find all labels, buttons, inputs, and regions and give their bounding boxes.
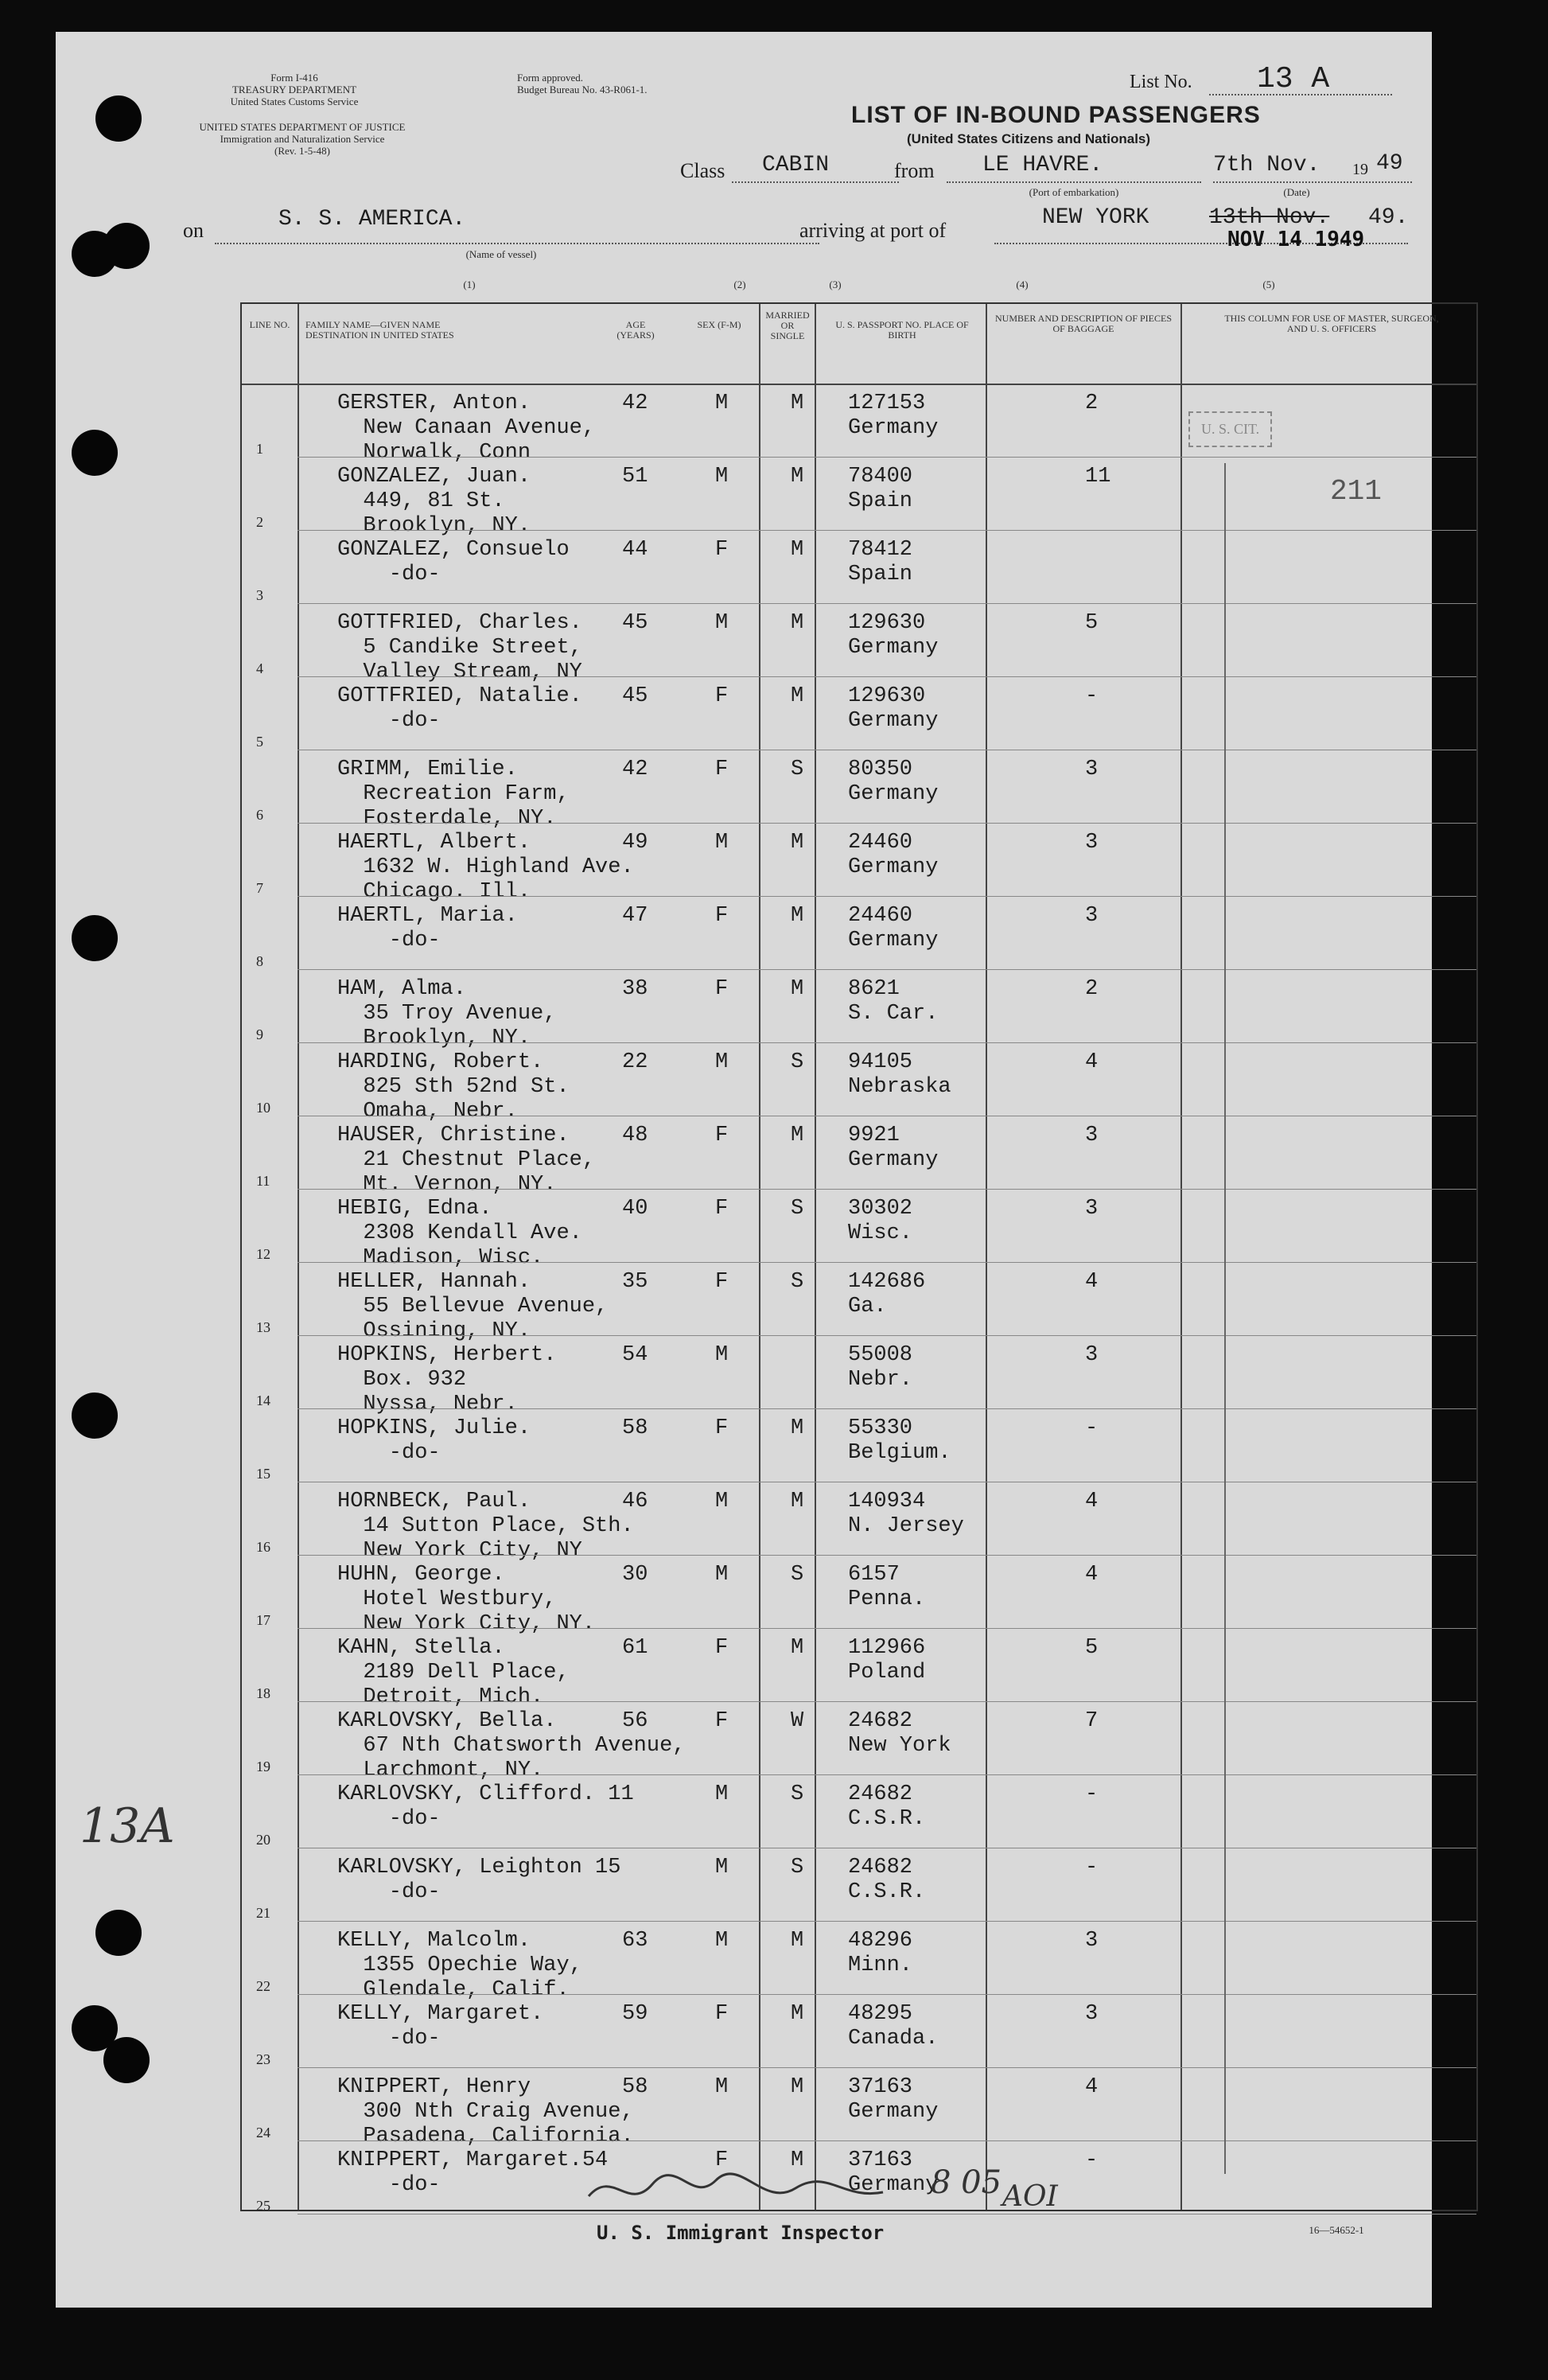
passport-birthplace-cell: 55008 Nebr. <box>848 1343 913 1392</box>
line-number: 18 <box>256 1685 270 1701</box>
age-cell: 48 <box>622 1124 648 1147</box>
binder-hole <box>95 95 142 142</box>
binder-hole <box>95 1910 142 1956</box>
department: TREASURY DEPARTMENT <box>231 84 357 95</box>
vessel-caption: (Name of vessel) <box>465 248 537 260</box>
sex-cell: F <box>715 2002 729 2026</box>
passport-birthplace-cell: 78400 Spain <box>848 465 913 513</box>
table-body <box>242 384 1476 2214</box>
sex-cell: F <box>715 2148 729 2172</box>
line-number: 10 <box>256 1100 270 1116</box>
on-label: on <box>183 219 204 242</box>
table-row <box>242 1343 1476 1416</box>
inspector-signature <box>581 2164 899 2220</box>
line-number: 21 <box>256 1905 270 1921</box>
marital-status-cell: M <box>791 1124 804 1147</box>
baggage-cell: 3 <box>1085 904 1099 928</box>
baggage-cell: - <box>1085 1782 1099 1806</box>
passport-birthplace-cell: 78412 Spain <box>848 538 913 586</box>
margin-note: 13A <box>80 1798 175 1854</box>
sex-cell: F <box>715 1416 729 1440</box>
row-rule <box>298 1555 1476 1556</box>
table-row <box>242 1929 1476 2002</box>
table-row <box>242 1782 1476 1856</box>
passport-birthplace-cell: 24682 New York <box>848 1709 951 1758</box>
age-cell: 38 <box>622 977 648 1001</box>
age-cell: 45 <box>622 684 648 708</box>
passenger-name-destination: HAM, Alma. 35 Troy Avenue, Brooklyn, NY. <box>337 977 557 1050</box>
passport-birthplace-cell: 6157 Penna. <box>848 1563 926 1611</box>
col-header-married: MARRIED OR SINGLE <box>765 310 810 341</box>
baggage-cell: 3 <box>1085 758 1099 781</box>
age-cell: 42 <box>622 391 648 415</box>
baggage-cell: 4 <box>1085 1490 1099 1513</box>
age-cell: 45 <box>622 611 648 635</box>
form-header-justice <box>183 121 422 157</box>
line-number: 20 <box>256 1832 270 1848</box>
passport-birthplace-cell: 8621 S. Car. <box>848 977 939 1026</box>
marital-status-cell: S <box>791 1050 804 1074</box>
marital-status-cell: M <box>791 1636 804 1660</box>
passport-birthplace-cell: 37163 Germany <box>848 2148 939 2197</box>
baggage-cell: 3 <box>1085 1197 1099 1221</box>
sex-cell: M <box>715 2075 729 2099</box>
marital-status-cell: S <box>791 758 804 781</box>
passenger-name-destination: HAERTL, Maria. -do- <box>337 904 518 952</box>
list-no-label: List No. <box>1130 72 1192 92</box>
departure-year: 49 <box>1376 151 1403 176</box>
baggage-cell: 3 <box>1085 1929 1099 1953</box>
age-cell: 58 <box>622 2075 648 2099</box>
age-cell: 51 <box>622 465 648 489</box>
table-row <box>242 1050 1476 1124</box>
col-header-officers: THIS COLUMN FOR USE OF MASTER, SURGEON, AND U. S. OFFICERS <box>1224 313 1439 334</box>
passenger-name-destination: HAERTL, Albert. 1632 W. Highland Ave. Chicago. Ill. <box>337 831 634 904</box>
from-label: from <box>894 159 935 182</box>
from-value: LE HAVRE. <box>982 153 1103 177</box>
passport-birthplace-cell: 30302 Wisc. <box>848 1197 913 1245</box>
port-caption: (Port of embarkation) <box>1029 186 1119 198</box>
table-row <box>242 1197 1476 1270</box>
passport-birthplace-cell: 80350 Germany <box>848 758 939 806</box>
line-number: 1 <box>256 441 263 457</box>
baggage-cell: - <box>1085 2148 1099 2172</box>
baggage-cell: 3 <box>1085 1124 1099 1147</box>
marital-status-cell: M <box>791 1929 804 1953</box>
age-cell: 30 <box>622 1563 648 1587</box>
sex-cell: M <box>715 465 729 489</box>
row-rule <box>298 1189 1476 1190</box>
form-header-left <box>183 72 406 107</box>
line-number: 11 <box>256 1173 270 1189</box>
passenger-name-destination: GOTTFRIED, Natalie. -do- <box>337 684 582 733</box>
passenger-name-destination: HELLER, Hannah. 55 Bellevue Avenue, Ossining, NY. <box>337 1270 609 1343</box>
line-number: 3 <box>256 587 263 603</box>
age-cell: 54 <box>622 1343 648 1367</box>
sex-cell: F <box>715 904 729 928</box>
vessel-name: S. S. AMERICA. <box>278 207 466 232</box>
passport-birthplace-cell: 24682 C.S.R. <box>848 1856 926 1904</box>
class-underline <box>732 181 899 183</box>
marital-status-cell: M <box>791 2075 804 2099</box>
marital-status-cell: S <box>791 1856 804 1879</box>
table-row <box>242 1856 1476 1929</box>
age-cell: 63 <box>622 1929 648 1953</box>
agency: United States Customs Service <box>230 95 359 107</box>
passport-birthplace-cell: 48295 Canada. <box>848 2002 939 2051</box>
sex-cell: M <box>715 391 729 415</box>
baggage-cell: 3 <box>1085 1343 1099 1367</box>
col-header-passport: U. S. PASSPORT NO. PLACE OF BIRTH <box>835 319 969 341</box>
col-num-5: (5) <box>1262 279 1275 290</box>
row-rule <box>298 603 1476 604</box>
age-cell: 56 <box>622 1709 648 1733</box>
marital-status-cell: M <box>791 465 804 489</box>
line-number: 9 <box>256 1026 263 1042</box>
table-row <box>242 391 1476 465</box>
passenger-name-destination: KARLOVSKY, Leighton 15 -do- <box>337 1856 621 1904</box>
row-rule <box>298 1994 1476 1995</box>
table-row <box>242 1709 1476 1782</box>
table-row <box>242 1636 1476 1709</box>
sex-cell: M <box>715 1563 729 1587</box>
passenger-name-destination: HUHN, George. Hotel Westbury, New York City, NY. <box>337 1563 596 1636</box>
line-number: 25 <box>256 2198 270 2214</box>
sex-cell: F <box>715 1270 729 1294</box>
line-number: 22 <box>256 1978 270 1994</box>
passport-birthplace-cell: 37163 Germany <box>848 2075 939 2124</box>
table-row <box>242 1416 1476 1490</box>
revision: (Rev. 1-5-48) <box>274 145 330 157</box>
table-row <box>242 831 1476 904</box>
row-rule <box>298 1408 1476 1409</box>
baggage-cell: 2 <box>1085 391 1099 415</box>
inspector-time: 8 05 <box>931 2164 1002 2201</box>
passenger-name-destination: KARLOVSKY, Clifford. 11 -do- <box>337 1782 634 1831</box>
page-count: 211 <box>1330 475 1382 508</box>
sex-cell: M <box>715 611 729 635</box>
row-rule <box>298 1774 1476 1775</box>
age-cell: 47 <box>622 904 648 928</box>
arrival-year-struck: 49. <box>1368 205 1409 230</box>
agency-ins: Immigration and Naturalization Service <box>220 133 385 145</box>
passport-birthplace-cell: 24460 Germany <box>848 904 939 952</box>
age-cell: 42 <box>622 758 648 781</box>
col-num-2: (2) <box>733 279 746 290</box>
table-row <box>242 2002 1476 2075</box>
passenger-name-destination: HOPKINS, Herbert. Box. 932 Nyssa, Nebr. <box>337 1343 557 1416</box>
baggage-cell: 4 <box>1085 1270 1099 1294</box>
sex-cell: F <box>715 1197 729 1221</box>
list-no-value: 13 A <box>1257 62 1330 96</box>
passenger-name-destination: HEBIG, Edna. 2308 Kendall Ave. Madison, Wisc. <box>337 1197 582 1270</box>
passenger-name-destination: GRIMM, Emilie. Recreation Farm, Fosterdale, NY. <box>337 758 570 831</box>
row-rule <box>298 1262 1476 1263</box>
sex-cell: F <box>715 684 729 708</box>
binder-hole <box>72 1393 118 1439</box>
baggage-cell: - <box>1085 684 1099 708</box>
col-header-baggage: NUMBER AND DESCRIPTION OF PIECES OF BAGGAGE <box>994 313 1173 334</box>
binder-hole <box>72 430 118 476</box>
marital-status-cell: W <box>791 1709 804 1733</box>
table-row <box>242 538 1476 611</box>
col-header-age: AGE (YEARS) <box>616 319 655 341</box>
baggage-cell: 5 <box>1085 611 1099 635</box>
line-number: 4 <box>256 660 263 676</box>
marital-status-cell: S <box>791 1563 804 1587</box>
age-cell: 40 <box>622 1197 648 1221</box>
table-row <box>242 1490 1476 1563</box>
passport-birthplace-cell: 112966 Poland <box>848 1636 926 1685</box>
table-row <box>242 904 1476 977</box>
baggage-cell: 4 <box>1085 1563 1099 1587</box>
sex-cell: M <box>715 1050 729 1074</box>
passenger-table <box>240 302 1478 2214</box>
passenger-name-destination: GOTTFRIED, Charles. 5 Candike Street, Valley Stream, NY <box>337 611 582 684</box>
vessel-underline <box>215 243 819 244</box>
col-header-sex: SEX (F-M) <box>697 319 741 330</box>
table-row <box>242 1124 1476 1197</box>
passenger-name-destination: GONZALEZ, Consuelo -do- <box>337 538 570 586</box>
row-rule <box>298 969 1476 970</box>
row-rule <box>298 1042 1476 1043</box>
passenger-name-destination: GERSTER, Anton. New Canaan Avenue, Norwalk, Conn <box>337 391 596 465</box>
binder-hole <box>103 2037 150 2083</box>
row-rule <box>298 530 1476 531</box>
line-number: 7 <box>256 880 263 896</box>
marital-status-cell: M <box>791 538 804 562</box>
sex-cell: M <box>715 1856 729 1879</box>
row-rule <box>298 823 1476 824</box>
sex-cell: M <box>715 1343 729 1367</box>
line-number: 14 <box>256 1393 270 1408</box>
budget-text: Budget Bureau No. 43-R061-1. <box>517 84 648 95</box>
baggage-cell: 11 <box>1085 465 1111 489</box>
passenger-name-destination: HOPKINS, Julie. -do- <box>337 1416 531 1465</box>
passport-birthplace-cell: 24460 Germany <box>848 831 939 879</box>
sex-cell: F <box>715 1636 729 1660</box>
row-rule <box>298 1701 1476 1702</box>
arriving-label: arriving at port of <box>799 219 947 242</box>
sex-cell: F <box>715 538 729 562</box>
passenger-name-destination: GONZALEZ, Juan. 449, 81 St. Brooklyn, NY. <box>337 465 531 538</box>
marital-status-cell: S <box>791 1270 804 1294</box>
line-number: 23 <box>256 2051 270 2067</box>
class-label: Class <box>680 159 725 182</box>
sex-cell: F <box>715 977 729 1001</box>
arrival-port: NEW YORK <box>1042 205 1149 230</box>
line-number: 16 <box>256 1539 270 1555</box>
page-title: LIST OF IN-BOUND PASSENGERS <box>851 102 1261 128</box>
binder-hole <box>103 223 150 269</box>
passport-birthplace-cell: 9921 Germany <box>848 1124 939 1172</box>
baggage-cell: 4 <box>1085 2075 1099 2099</box>
manifest-page <box>56 32 1439 2308</box>
line-number: 19 <box>256 1759 270 1774</box>
page-subtitle: (United States Citizens and Nationals) <box>907 131 1151 146</box>
citizen-stamp: U. S. CIT. <box>1188 411 1272 447</box>
baggage-cell: 5 <box>1085 1636 1099 1660</box>
age-cell: 59 <box>622 2002 648 2026</box>
line-number: 2 <box>256 514 263 530</box>
form-number: Form I-416 <box>270 72 318 84</box>
sex-cell: M <box>715 831 729 855</box>
approved-text: Form approved. <box>517 72 584 84</box>
table-row <box>242 465 1476 538</box>
line-number: 5 <box>256 734 263 750</box>
passport-birthplace-cell: 129630 Germany <box>848 684 939 733</box>
table-row <box>242 1270 1476 1343</box>
age-cell: 49 <box>622 831 648 855</box>
passport-birthplace-cell: 127153 Germany <box>848 391 939 440</box>
line-number: 6 <box>256 807 263 823</box>
marital-status-cell: M <box>791 391 804 415</box>
inspector-label: U. S. Immigrant Inspector <box>597 2222 885 2244</box>
marital-status-cell: M <box>791 2148 804 2172</box>
baggage-cell: 3 <box>1085 831 1099 855</box>
officer-vertical-line <box>1224 463 1226 2174</box>
table-row <box>242 2075 1476 2148</box>
age-cell: 61 <box>622 1636 648 1660</box>
from-underline <box>947 181 1201 183</box>
baggage-cell: 3 <box>1085 2002 1099 2026</box>
arrival-date-struck: 13th Nov. <box>1209 205 1330 230</box>
baggage-cell: 4 <box>1085 1050 1099 1074</box>
date-underline <box>1213 181 1412 183</box>
baggage-cell: 2 <box>1085 977 1099 1001</box>
row-rule <box>298 2140 1476 2141</box>
line-number: 17 <box>256 1612 270 1628</box>
passenger-name-destination: HORNBECK, Paul. 14 Sutton Place, Sth. New York City, NY <box>337 1490 634 1563</box>
col-num-4: (4) <box>1016 279 1029 290</box>
table-row <box>242 977 1476 1050</box>
marital-status-cell: M <box>791 904 804 928</box>
baggage-cell: - <box>1085 1416 1099 1440</box>
year-prefix: 19 <box>1352 161 1368 178</box>
age-cell: 46 <box>622 1490 648 1513</box>
marital-status-cell: S <box>791 1197 804 1221</box>
row-rule <box>298 1921 1476 1922</box>
passport-birthplace-cell: 94105 Nebraska <box>848 1050 951 1099</box>
age-cell: 58 <box>622 1416 648 1440</box>
marital-status-cell: M <box>791 611 804 635</box>
marital-status-cell: M <box>791 684 804 708</box>
marital-status-cell: S <box>791 1782 804 1806</box>
table-row <box>242 758 1476 831</box>
line-number: 8 <box>256 953 263 969</box>
department-justice: UNITED STATES DEPARTMENT OF JUSTICE <box>199 121 406 133</box>
row-rule <box>298 1335 1476 1336</box>
col-num-1: (1) <box>463 279 476 290</box>
passenger-name-destination: KARLOVSKY, Bella. 67 Nth Chatsworth Avenue, Larchmont, NY. <box>337 1709 686 1782</box>
marital-status-cell: M <box>791 1490 804 1513</box>
age-cell: 35 <box>622 1270 648 1294</box>
row-rule <box>298 1628 1476 1629</box>
form-approval <box>517 72 740 95</box>
class-value: CABIN <box>762 153 830 177</box>
passport-birthplace-cell: 55330 Belgium. <box>848 1416 951 1465</box>
row-rule <box>298 457 1476 458</box>
footer-code: 16—54652-1 <box>1309 2224 1364 2236</box>
col-header-line: LINE NO. <box>249 319 290 330</box>
passenger-name-destination: HARDING, Robert. 825 Sth 52nd St. Omaha, Nebr. <box>337 1050 570 1124</box>
table-row <box>242 611 1476 684</box>
passenger-name-destination: KAHN, Stella. 2189 Dell Place, Detroit, Mich. <box>337 1636 570 1709</box>
passport-birthplace-cell: 129630 Germany <box>848 611 939 660</box>
passenger-name-destination: KELLY, Malcolm. 1355 Opechie Way, Glendale, Calif. <box>337 1929 582 2002</box>
marital-status-cell: M <box>791 977 804 1001</box>
sex-cell: F <box>715 758 729 781</box>
col-header-name: FAMILY NAME—GIVEN NAME DESTINATION IN UNITED STATES <box>305 319 454 341</box>
marital-status-cell: M <box>791 2002 804 2026</box>
row-rule <box>298 2067 1476 2068</box>
departure-date: 7th Nov. <box>1213 153 1320 177</box>
passport-birthplace-cell: 48296 Minn. <box>848 1929 913 1977</box>
marital-status-cell: M <box>791 831 804 855</box>
passenger-name-destination: KNIPPERT, Henry 300 Nth Craig Avenue, Pasadena, California. <box>337 2075 634 2148</box>
passport-birthplace-cell: 140934 N. Jersey <box>848 1490 964 1538</box>
date-caption: (Date) <box>1283 186 1310 198</box>
row-rule <box>298 676 1476 677</box>
list-no-underline <box>1209 94 1392 95</box>
col-num-3: (3) <box>829 279 842 290</box>
age-cell: 44 <box>622 538 648 562</box>
passenger-name-destination: KELLY, Margaret. -do- <box>337 2002 544 2051</box>
table-row <box>242 684 1476 758</box>
sex-cell: F <box>715 1124 729 1147</box>
line-number: 13 <box>256 1319 270 1335</box>
arrival-date-stamp: NOV 14 1949 <box>1227 228 1365 251</box>
binder-hole <box>72 915 118 961</box>
line-number: 12 <box>256 1246 270 1262</box>
inspector-initials: AOI <box>1002 2180 1058 2213</box>
age-cell: 22 <box>622 1050 648 1074</box>
sex-cell: F <box>715 1709 729 1733</box>
baggage-cell: - <box>1085 1856 1099 1879</box>
sex-cell: M <box>715 1782 729 1806</box>
passenger-name-destination: KNIPPERT, Margaret.54 -do- <box>337 2148 609 2197</box>
passport-birthplace-cell: 142686 Ga. <box>848 1270 926 1319</box>
passport-birthplace-cell: 24682 C.S.R. <box>848 1782 926 1831</box>
passenger-name-destination: HAUSER, Christine. 21 Chestnut Place, Mt. Vernon, NY. <box>337 1124 596 1197</box>
table-row <box>242 1563 1476 1636</box>
baggage-cell: 7 <box>1085 1709 1099 1733</box>
line-number: 15 <box>256 1466 270 1482</box>
sex-cell: M <box>715 1490 729 1513</box>
line-number: 24 <box>256 2125 270 2140</box>
sex-cell: M <box>715 1929 729 1953</box>
marital-status-cell: M <box>791 1416 804 1440</box>
row-rule <box>298 896 1476 897</box>
